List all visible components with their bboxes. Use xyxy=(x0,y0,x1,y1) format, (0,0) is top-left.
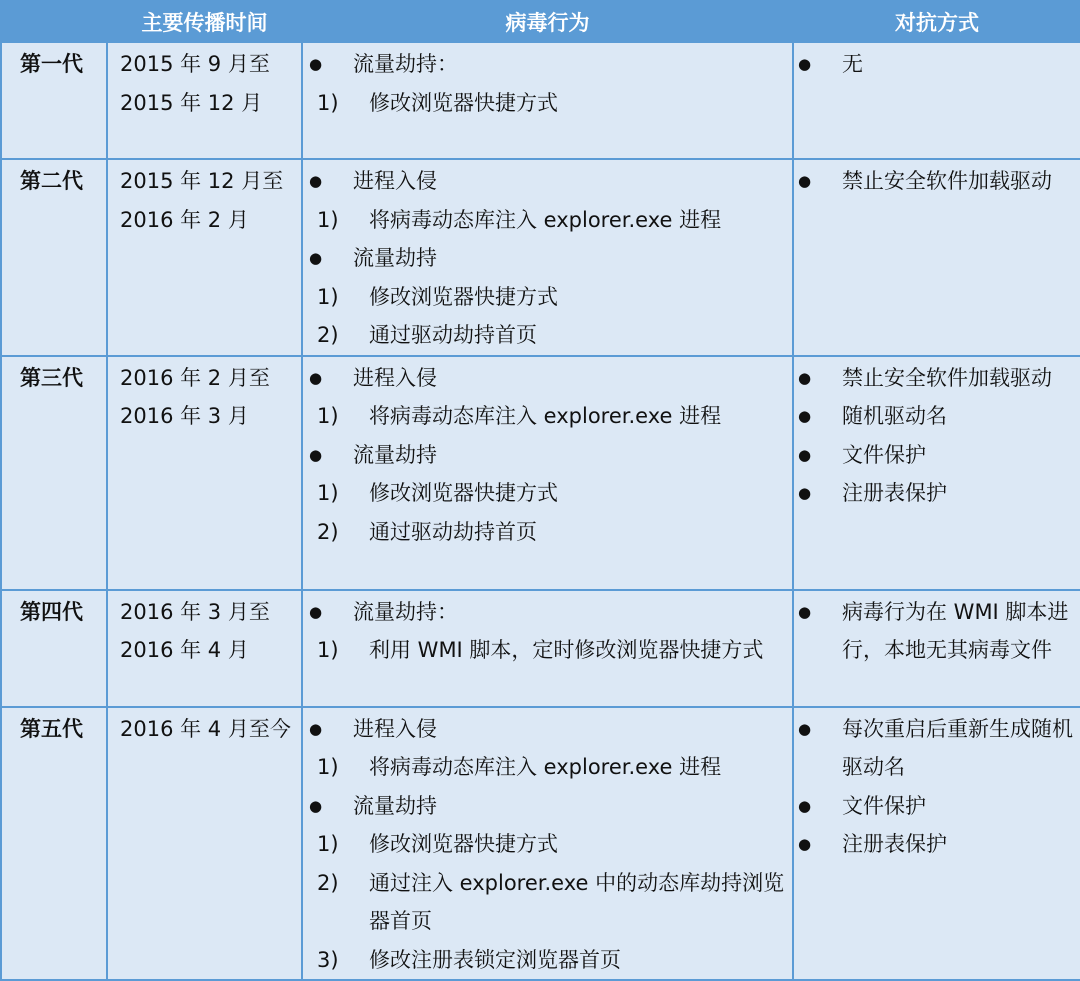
bullet-icon: ● xyxy=(309,602,323,621)
table-row xyxy=(1,707,1080,981)
countermeasure-text: 随机驱动名 xyxy=(842,404,947,428)
generation-cell: 第一代 xyxy=(1,42,107,159)
bullet-icon: ● xyxy=(798,602,812,621)
behavior-bullet-item xyxy=(303,787,788,826)
spread-time-cell: 2016 年 3 月至 2016 年 4 月 xyxy=(107,590,302,707)
behavior-numbered-item xyxy=(303,631,788,670)
behavior-cell xyxy=(302,356,793,590)
table-row xyxy=(1,42,1080,159)
item-number: 1) xyxy=(317,284,339,309)
behavior-text: 修改浏览器快捷方式 xyxy=(369,90,558,115)
behavior-numbered-item xyxy=(303,84,788,123)
header-virus-behavior: 病毒行为 xyxy=(302,0,793,42)
item-number: 1) xyxy=(317,207,339,232)
behavior-cell xyxy=(302,590,793,707)
item-number: 1) xyxy=(317,90,339,115)
behavior-text: 将病毒动态库注入 explorer.exe 进程 xyxy=(369,755,722,779)
countermeasure-item xyxy=(794,474,1076,513)
countermeasure-cell xyxy=(793,707,1080,981)
countermeasure-cell xyxy=(793,356,1080,590)
behavior-bullet-item xyxy=(303,162,788,201)
behavior-bullet-item xyxy=(303,710,788,749)
behavior-numbered-item xyxy=(303,278,788,317)
behavior-text: 进程入侵 xyxy=(353,716,437,741)
countermeasure-text: 文件保护 xyxy=(842,442,926,467)
behavior-bullet-item xyxy=(303,239,788,278)
countermeasure-cell xyxy=(793,42,1080,159)
item-number: 2) xyxy=(317,323,339,347)
behavior-text: 通过驱动劫持首页 xyxy=(369,519,537,544)
behavior-text: 修改浏览器快捷方式 xyxy=(369,284,558,309)
bullet-icon: ● xyxy=(309,55,323,73)
behavior-numbered-item xyxy=(303,864,788,941)
behavior-numbered-item xyxy=(303,474,788,513)
countermeasure-item xyxy=(794,45,1076,84)
behavior-cell xyxy=(302,707,793,981)
countermeasure-item xyxy=(794,787,1076,826)
countermeasure-item xyxy=(794,359,1076,398)
header-spread-time: 主要传播时间 xyxy=(107,0,302,42)
item-number: 2) xyxy=(317,870,339,895)
behavior-text: 流量劫持： xyxy=(353,599,458,624)
behavior-text: 将病毒动态库注入 explorer.exe 进程 xyxy=(369,404,722,428)
behavior-numbered-item xyxy=(303,513,788,552)
behavior-numbered-item xyxy=(303,316,788,355)
behavior-text: 修改浏览器快捷方式 xyxy=(369,481,558,505)
countermeasure-text: 每次重启后重新生成随机驱动名 xyxy=(842,716,1073,779)
behavior-text: 进程入侵 xyxy=(353,169,437,193)
behavior-numbered-item xyxy=(303,748,788,787)
bullet-icon: ● xyxy=(309,719,323,738)
countermeasure-text: 注册表保护 xyxy=(842,832,947,856)
bullet-icon: ● xyxy=(309,796,323,815)
spread-time-cell: 2015 年 12 月至 2016 年 2 月 xyxy=(107,159,302,356)
countermeasure-text: 注册表保护 xyxy=(842,481,947,505)
behavior-text: 修改注册表锁定浏览器首页 xyxy=(369,947,621,972)
table-row xyxy=(1,159,1080,356)
item-number: 1) xyxy=(317,638,339,662)
bullet-icon: ● xyxy=(309,368,323,387)
spread-time-cell: 2015 年 9 月至 2015 年 12 月 xyxy=(107,42,302,159)
countermeasure-text: 病毒行为在 WMI 脚本进行，本地无其病毒文件 xyxy=(842,599,1069,662)
header-countermeasure: 对抗方式 xyxy=(793,0,1080,42)
behavior-bullet-item xyxy=(303,436,788,475)
countermeasure-text: 文件保护 xyxy=(842,793,926,818)
bullet-icon: ● xyxy=(798,484,812,502)
generation-cell: 第四代 xyxy=(1,590,107,707)
behavior-bullet-item xyxy=(303,45,788,84)
table-row xyxy=(1,356,1080,590)
bullet-icon: ● xyxy=(798,172,812,190)
item-number: 2) xyxy=(317,519,339,544)
behavior-cell xyxy=(302,159,793,356)
bullet-icon: ● xyxy=(309,172,323,190)
item-number: 1) xyxy=(317,755,339,779)
behavior-bullet-item xyxy=(303,593,788,632)
countermeasure-text: 无 xyxy=(842,52,863,76)
behavior-text: 流量劫持： xyxy=(353,52,458,76)
generation-cell: 第二代 xyxy=(1,159,107,356)
countermeasure-cell xyxy=(793,159,1080,356)
countermeasure-text: 禁止安全软件加载驱动 xyxy=(842,169,1052,193)
item-number: 1) xyxy=(317,404,339,428)
bullet-icon: ● xyxy=(798,445,812,464)
behavior-numbered-item xyxy=(303,941,788,980)
behavior-cell xyxy=(302,42,793,159)
spread-time-cell: 2016 年 2 月至 2016 年 3 月 xyxy=(107,356,302,590)
behavior-text: 利用 WMI 脚本，定时修改浏览器快捷方式 xyxy=(369,638,764,662)
behavior-text: 流量劫持 xyxy=(353,246,437,270)
behavior-numbered-item xyxy=(303,825,788,864)
behavior-numbered-item xyxy=(303,201,788,240)
bullet-icon: ● xyxy=(798,407,812,425)
bullet-icon: ● xyxy=(798,835,812,853)
countermeasure-item xyxy=(794,397,1076,436)
bullet-icon: ● xyxy=(798,55,812,73)
generation-cell: 第三代 xyxy=(1,356,107,590)
behavior-bullet-item xyxy=(303,359,788,398)
table-row xyxy=(1,590,1080,707)
bullet-icon: ● xyxy=(798,719,812,738)
behavior-text: 流量劫持 xyxy=(353,793,437,818)
bullet-icon: ● xyxy=(309,249,323,267)
header-row xyxy=(1,0,1080,42)
header-generation xyxy=(1,0,107,42)
bullet-icon: ● xyxy=(798,796,812,815)
behavior-text: 通过驱动劫持首页 xyxy=(369,323,537,347)
countermeasure-cell xyxy=(793,590,1080,707)
item-number: 3) xyxy=(317,947,339,972)
countermeasure-item xyxy=(794,593,1076,670)
spread-time-cell: 2016 年 4 月至今 xyxy=(107,707,302,981)
countermeasure-item xyxy=(794,436,1076,475)
behavior-text: 通过注入 explorer.exe 中的动态库劫持浏览器首页 xyxy=(369,870,785,933)
countermeasure-item xyxy=(794,162,1076,201)
bullet-icon: ● xyxy=(309,445,323,464)
countermeasure-item xyxy=(794,710,1076,787)
behavior-text: 修改浏览器快捷方式 xyxy=(369,832,558,856)
countermeasure-text: 禁止安全软件加载驱动 xyxy=(842,365,1052,390)
behavior-text: 进程入侵 xyxy=(353,365,437,390)
bullet-icon: ● xyxy=(798,368,812,387)
item-number: 1) xyxy=(317,481,339,505)
behavior-text: 将病毒动态库注入 explorer.exe 进程 xyxy=(369,207,722,232)
item-number: 1) xyxy=(317,832,339,856)
behavior-numbered-item xyxy=(303,397,788,436)
behavior-text: 流量劫持 xyxy=(353,442,437,467)
countermeasure-item xyxy=(794,825,1076,864)
generation-cell: 第五代 xyxy=(1,707,107,981)
